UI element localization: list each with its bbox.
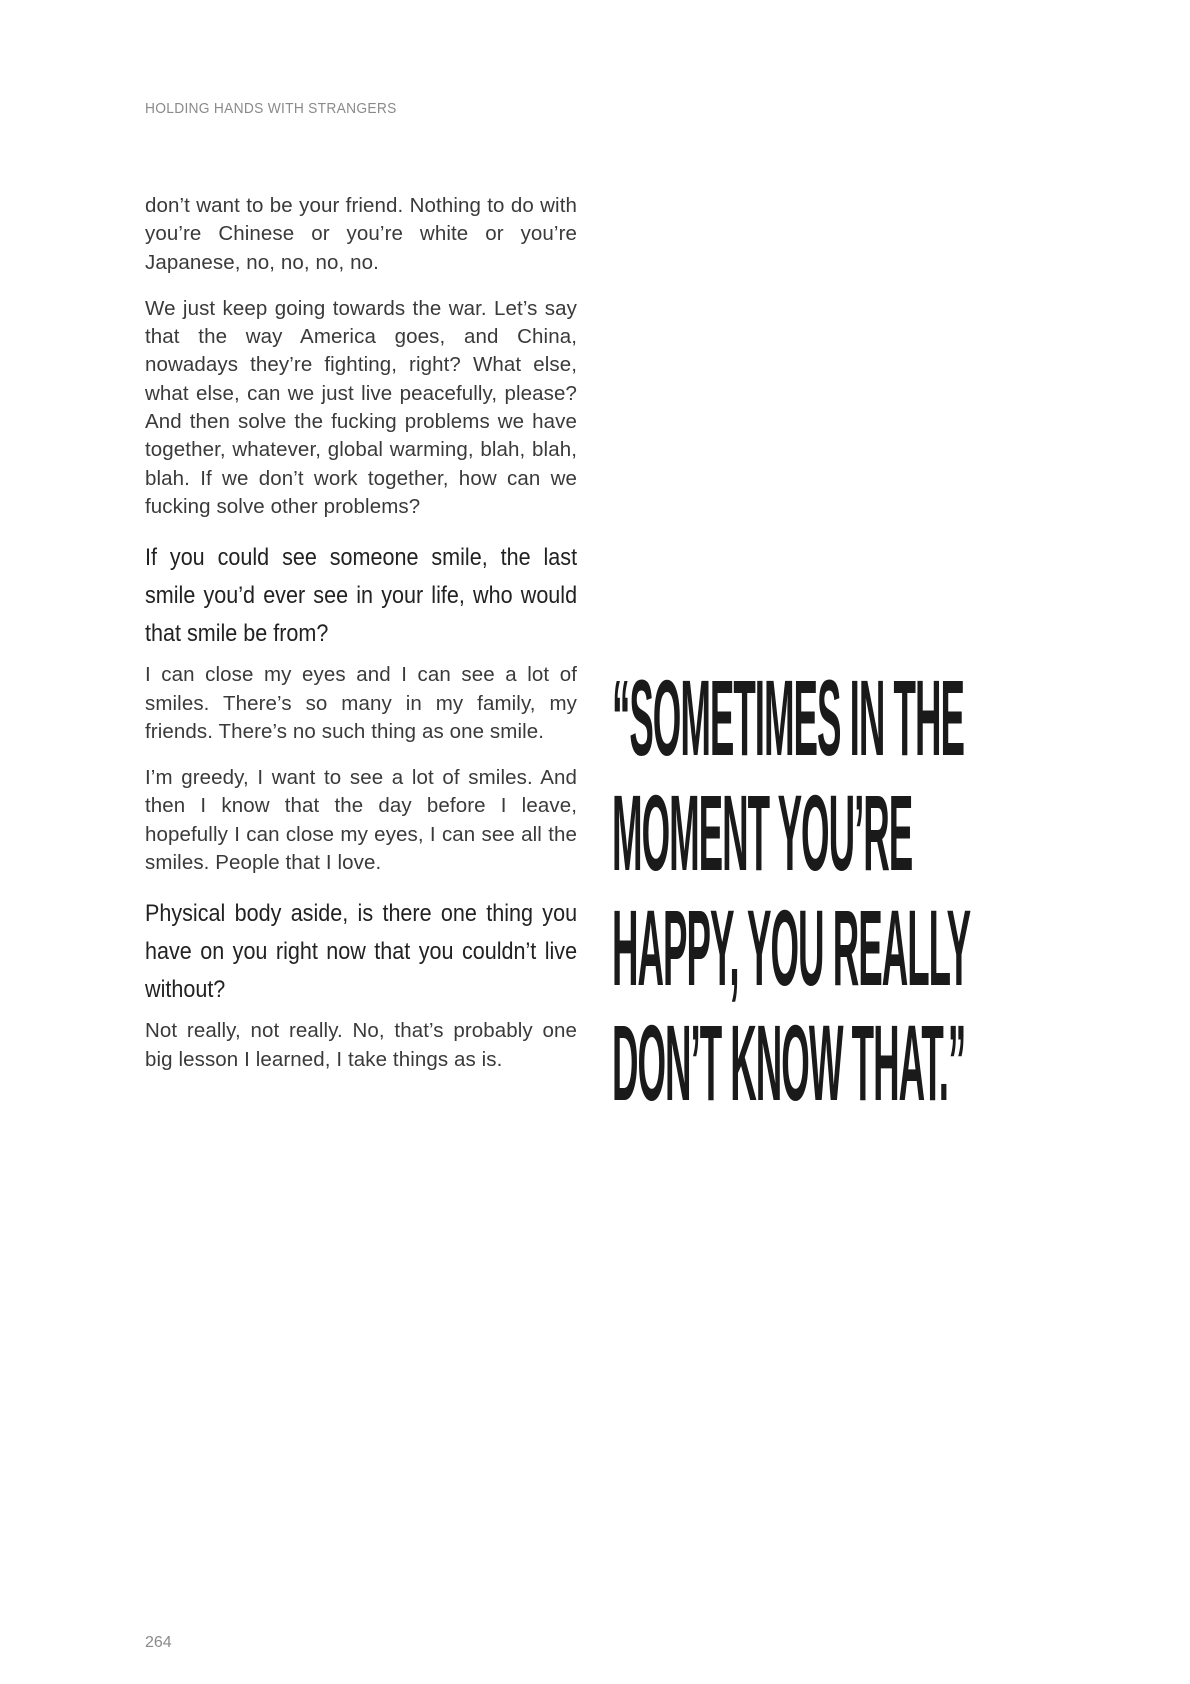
- running-head: HOLDING HANDS WITH STRANGERS: [145, 100, 397, 117]
- body-paragraph: Not really, not really. No, that’s probably one big lesson I learned, I take things as is.: [145, 1019, 577, 1071]
- interview-question: If you could see someone smile, the last smile you’d ever see in your life, who would that smile be from?: [145, 544, 578, 648]
- body-paragraph: I’m greedy, I want to see a lot of smiles. And then I know that the day before I leave, hopefully I can close my eyes, I can see all the smiles. People that I love.: [145, 766, 577, 875]
- body-paragraph: I can close my eyes and I can see a lot of smiles. There’s so many in my family, my friends. There’s no such thing as one smile.: [145, 663, 577, 743]
- interview-question: Physical body aside, is there one thing you have on you right now that you couldn’t live without?: [145, 900, 578, 1004]
- pull-quote-line: “SOMETIMES IN THE: [612, 657, 964, 778]
- body-paragraph: We just keep going towards the war. Let’s say that the way America goes, and China, nowadays they’re fighting, right? What else, what else, can we just live peacefully, please? And then solve the fucking problems we have together, whatever, global warming, blah, blah, blah. If we don’t work together, how can we fucking solve other problems?: [145, 296, 577, 518]
- body-column: [145, 192, 577, 1092]
- pull-quote-container: [612, 657, 972, 1123]
- pull-quote: [612, 657, 971, 1123]
- body-paragraph: don’t want to be your friend. Nothing to do with you’re Chinese or you’re white or you’re Japanese, no, no, no, no.: [145, 194, 577, 274]
- pull-quote-line: DON’T KNOW THAT.”: [612, 1002, 966, 1123]
- pull-quote-line: MOMENT YOU’RE: [612, 772, 913, 893]
- page-number: 264: [145, 1634, 172, 1651]
- pull-quote-line: HAPPY, YOU REALLY: [612, 887, 971, 1008]
